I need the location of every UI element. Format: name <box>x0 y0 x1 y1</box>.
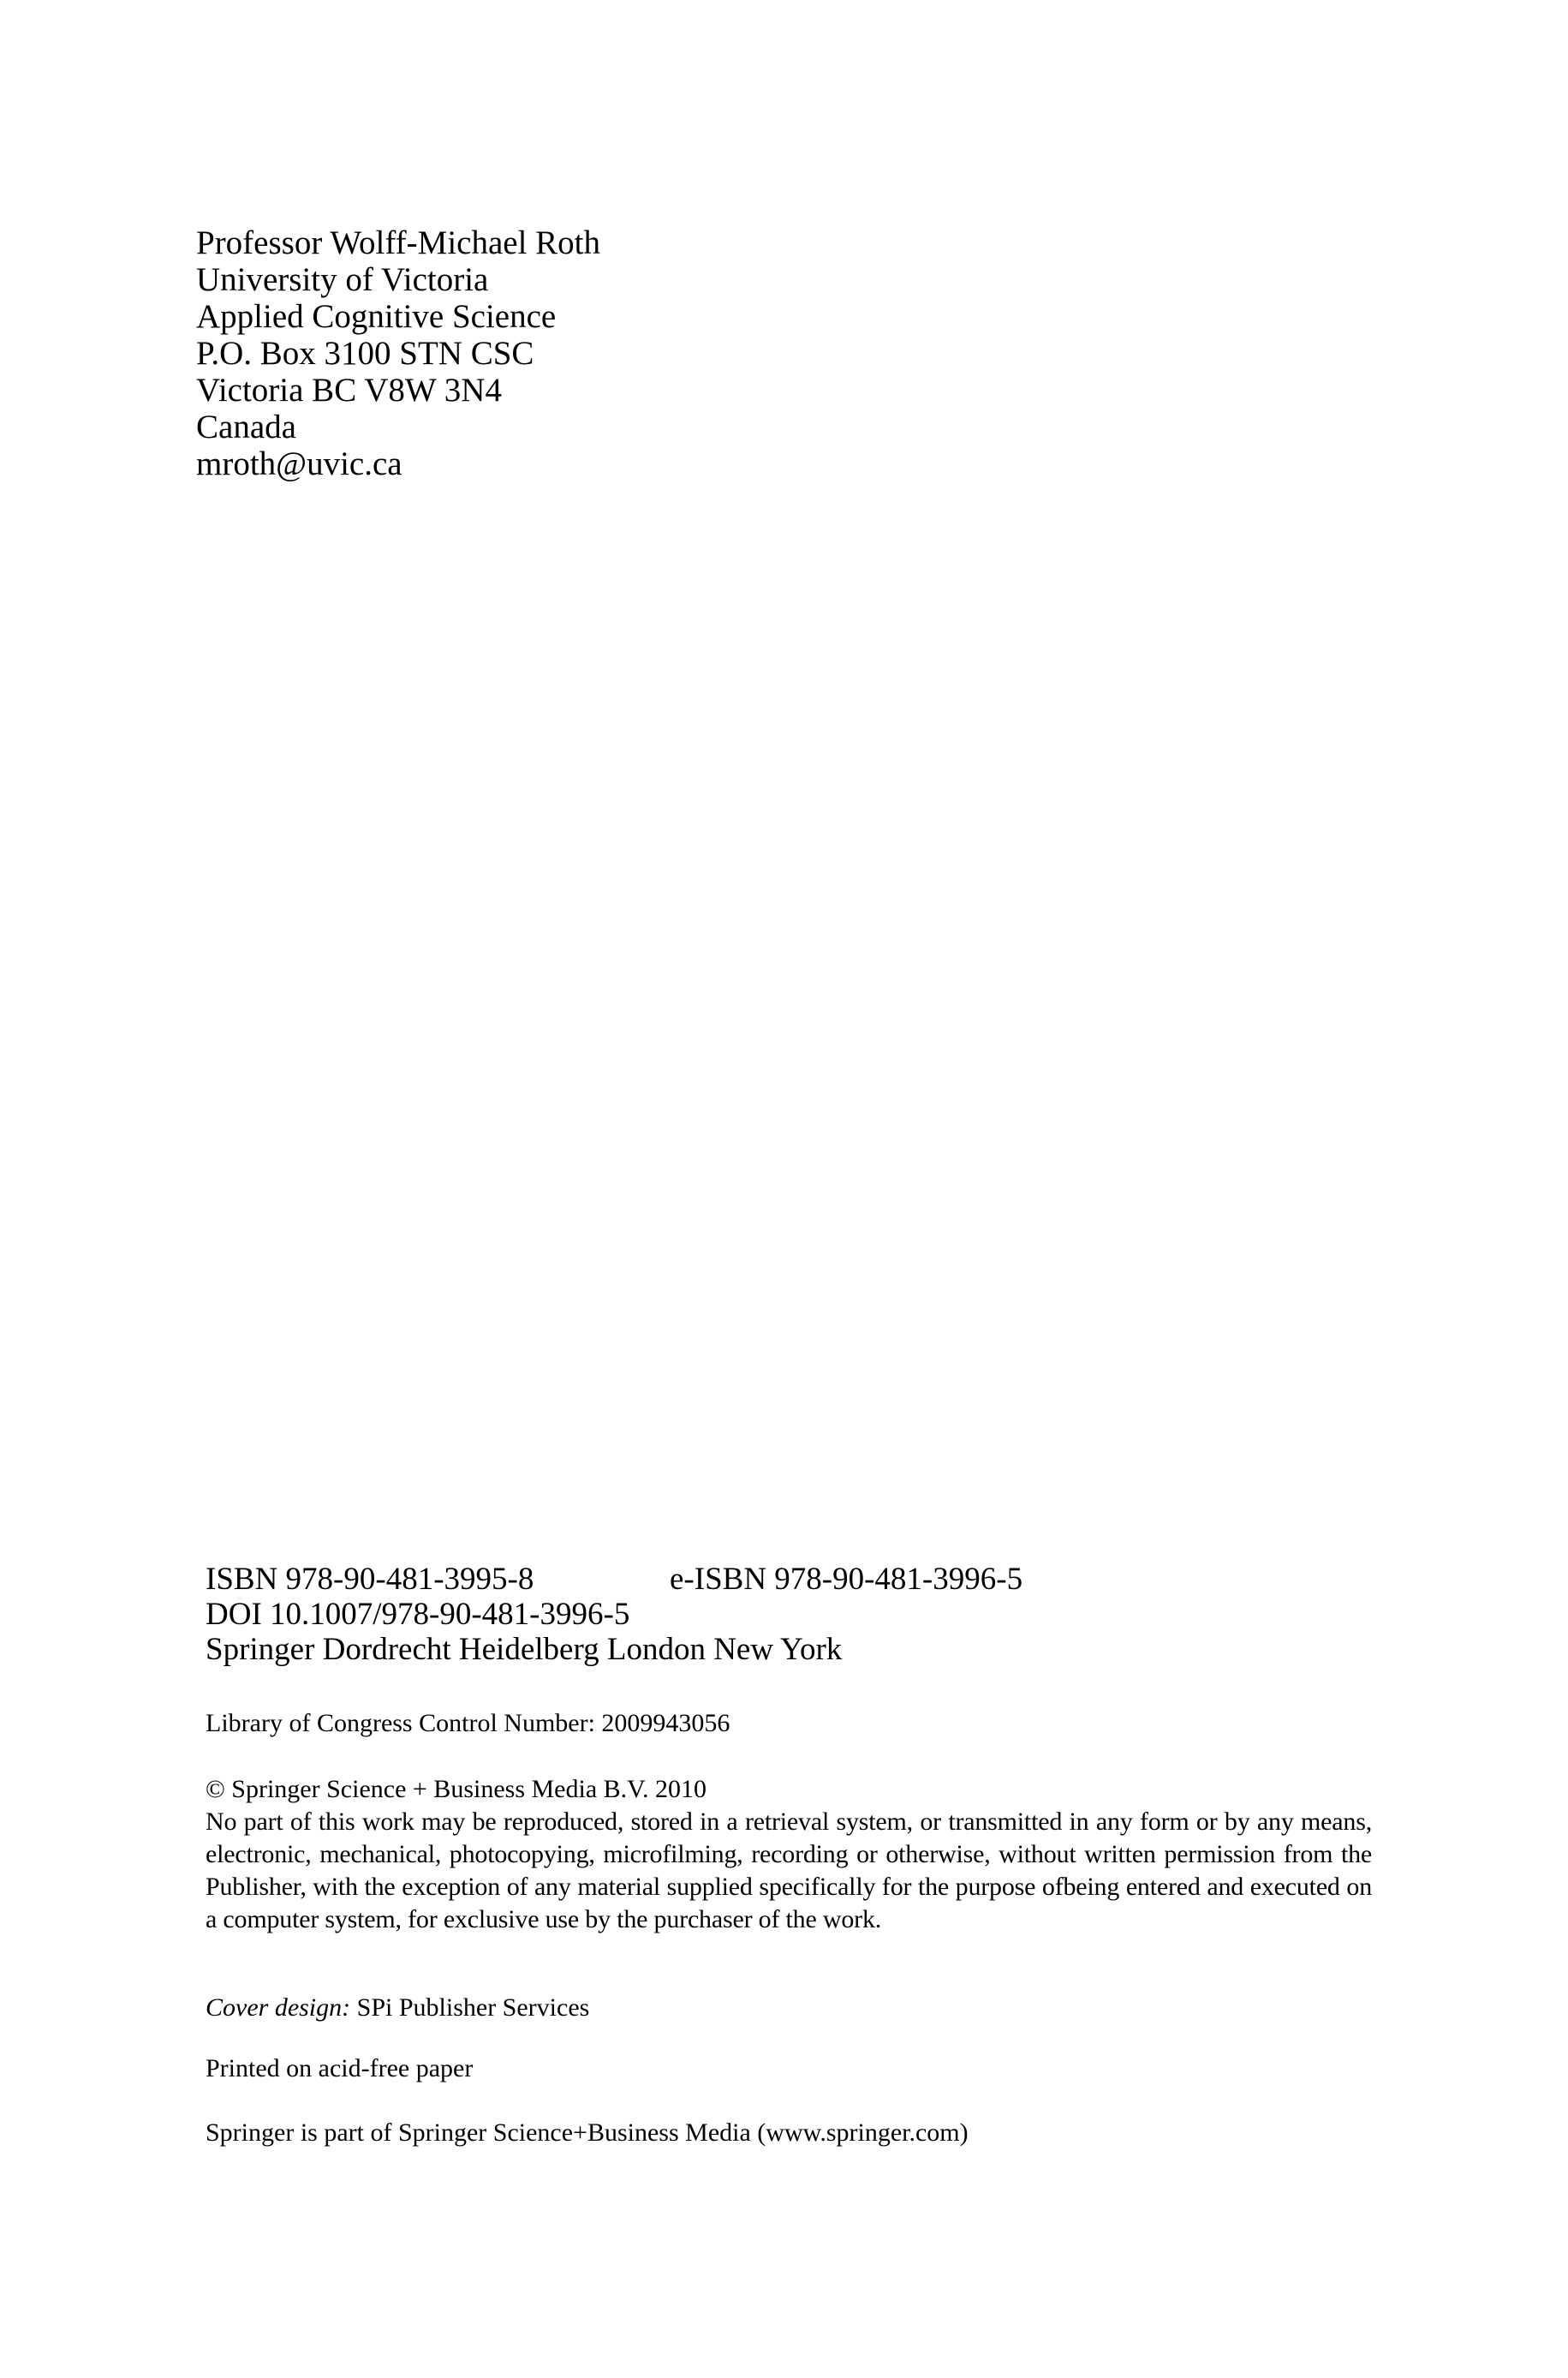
isbn-block <box>206 1562 1404 1667</box>
cover-design-value: SPi Publisher Services <box>350 1993 590 2022</box>
author-address <box>196 224 967 482</box>
e-isbn: e-ISBN 978-90-481-3996-5 <box>670 1562 1023 1597</box>
isbn: ISBN 978-90-481-3995-8 <box>206 1562 534 1597</box>
cover-design-label: Cover design: <box>206 1993 351 2022</box>
copyright-block <box>206 1773 1372 1936</box>
author-department: Applied Cognitive Science <box>196 298 557 335</box>
author-institution: University of Victoria <box>196 261 489 298</box>
paper-note: Printed on acid-free paper <box>206 2054 474 2082</box>
lccn: Library of Congress Control Number: 2009943056 <box>206 1709 730 1737</box>
author-po-box: P.O. Box 3100 STN CSC <box>196 335 534 372</box>
springer-note: Springer is part of Springer Science+Business Media (www.springer.com) <box>206 2118 969 2147</box>
publisher-locations: Springer Dordrecht Heidelberg London New York <box>206 1632 843 1667</box>
doi: DOI 10.1007/978-90-481-3996-5 <box>206 1597 630 1632</box>
cover-design <box>206 1992 1372 2024</box>
isbn-row <box>206 1562 1404 1597</box>
author-city: Victoria BC V8W 3N4 <box>196 372 502 409</box>
rights-notice: No part of this work may be reproduced, stored in a retrieval system, or transmitted in any form or by any means, electronic, mechanical, photocopying, microfilming, recording or otherwise, without written permission from the Publisher, with the exception of any material supplied specifically for the purpose ofbeing entered and executed on a computer system, for exclusive use by the purchaser of the work. <box>206 1807 1372 1933</box>
copyright-notice: © Springer Science + Business Media B.V. 2010 <box>206 1775 706 1803</box>
author-country: Canada <box>196 409 296 445</box>
author-email: mroth@uvic.ca <box>196 445 402 482</box>
author-name: Professor Wolff-Michael Roth <box>196 224 601 261</box>
